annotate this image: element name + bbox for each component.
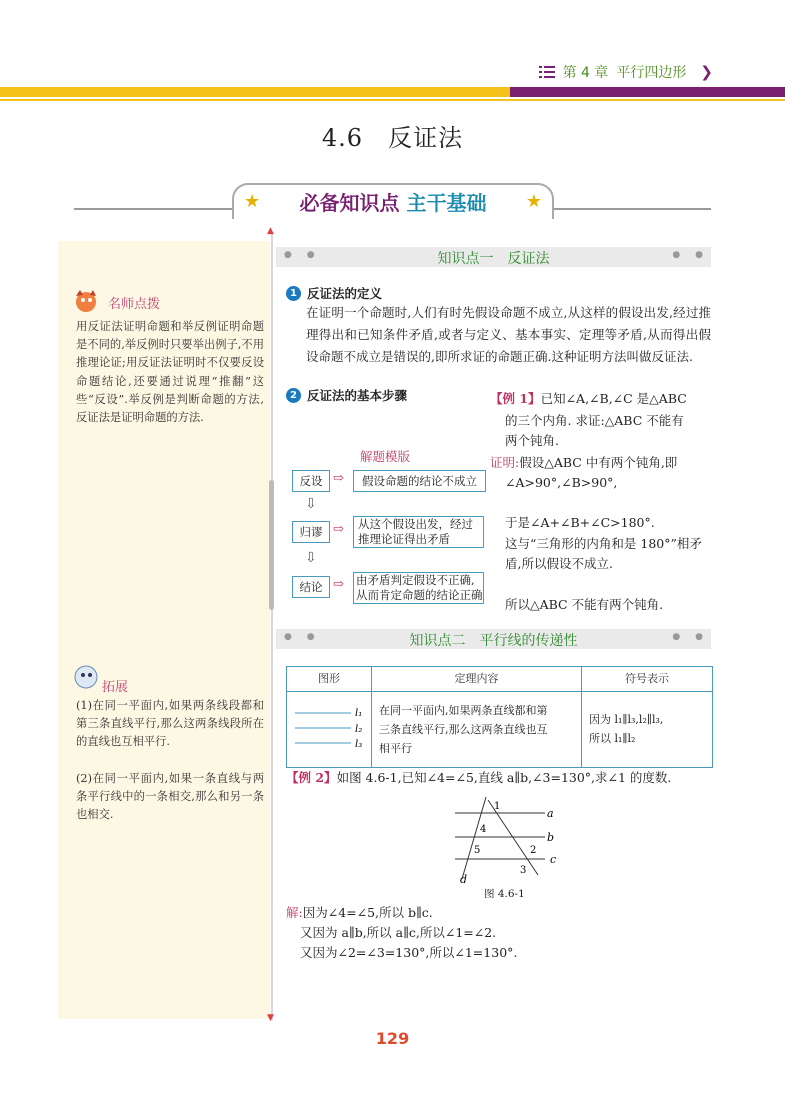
flow-step-1-label: 反设: [292, 470, 330, 492]
proof-line-3: 于是∠A+∠B+∠C>180°.: [505, 515, 655, 530]
angle-3: 3: [520, 865, 527, 876]
tip-text: 用反证法证明命题和举反例证明命题是不同的,举反例时只要举出例子,不用推理论证;用反证法证明时不仅要反设命题结论,还要通过说理“推翻”这些“反设”.举反例是判断命题的方法,反证法是证明命题的方法.: [76, 320, 264, 425]
extension-item-2: (2)在同一平面内,如果一条直线与两条平行线中的一条相交,那么和另一条也相交.: [76, 772, 264, 822]
banner-line-left: [74, 208, 234, 210]
arrow-right-icon: ⇨: [333, 471, 344, 486]
number-badge: 2: [286, 388, 301, 403]
definition-heading: [286, 284, 382, 302]
steps-heading: [286, 386, 407, 404]
symbol-line-2: 所以 l₁∥l₂: [589, 732, 636, 745]
banner-text-2: 主干基础: [406, 191, 487, 215]
extension-item-1: (1)在同一平面内,如果两条线段都和第三条直线平行,那么这两条线段所在的直线也互相平行.: [76, 699, 264, 749]
kp1-title-bar: ● ● 知识点一 反证法 ● ●: [276, 247, 711, 267]
flow-step-3-text: [353, 572, 484, 604]
header-bar-yellow: [0, 87, 510, 97]
star-icon: ★: [525, 191, 542, 212]
label-c: c: [550, 853, 557, 866]
proof-line-1: [490, 453, 677, 474]
banner-line-right: [548, 208, 711, 210]
table-divider: [581, 667, 582, 767]
example-1-text-1: 已知∠A,∠B,∠C 是△ABC: [540, 391, 687, 406]
label-b: b: [547, 831, 555, 844]
extension-title: 拓展: [102, 680, 129, 695]
table-header-symbol: 符号表示: [582, 667, 712, 692]
proof-line-5: 盾,所以假设不成立.: [505, 556, 613, 571]
line-label-l2: l₂: [355, 724, 363, 735]
label-a: a: [547, 807, 554, 820]
steps-heading-text: 反证法的基本步骤: [307, 388, 408, 403]
teacher-icon: [72, 288, 108, 314]
star-icon: ★: [244, 191, 261, 212]
example-1-line-1: [490, 389, 687, 410]
flow-step-2-text: [353, 516, 484, 548]
example-1-line-2: 的三个内角. 求证:△ABC 不能有: [505, 413, 684, 428]
arrow-right-icon: ⇨: [333, 577, 344, 592]
flow-step-2-line-1: 从这个假设出发，经过: [358, 517, 473, 531]
solution-text-1: 因为∠4=∠5,所以 b∥c.: [302, 905, 433, 920]
arrow-down-icon: ⇩: [305, 550, 317, 566]
header-bar-purple: [510, 87, 785, 97]
kp2-title-bar: ● ● 知识点二 平行线的传递性 ● ●: [276, 629, 711, 649]
flow-step-1-text: [353, 470, 486, 492]
proof-text-1: 假设△ABC 中有两个钝角,即: [519, 455, 678, 470]
angle-1: 1: [494, 801, 501, 812]
arrow-right-icon: ⇨: [333, 522, 344, 537]
page-number: 129: [375, 1029, 410, 1048]
example-1-label: 【例 1】: [490, 391, 541, 406]
theorem-table: [286, 666, 713, 768]
header-underline: [0, 99, 785, 101]
example-2-label: 【例 2】: [286, 770, 337, 785]
label-d: d: [460, 873, 468, 885]
scrollbar-thumb[interactable]: [269, 480, 274, 610]
table-header-content: 定理内容: [372, 667, 581, 692]
kp1-title: 知识点一 反证法: [437, 251, 550, 267]
proof-line-2: ∠A>90°,∠B>90°,: [505, 475, 618, 490]
section-banner: [232, 183, 554, 219]
chapter-title: 平行四边形: [616, 65, 687, 81]
flow-step-3-label: 结论: [292, 576, 330, 598]
flow-step-3-line-2: 从而肯定命题的结论正确: [356, 588, 483, 602]
theorem-line-3: 相平行: [379, 742, 412, 755]
table-divider: [371, 667, 372, 767]
theorem-content: [379, 701, 579, 758]
chapter-nav[interactable]: [539, 62, 713, 82]
kp2-title: 知识点二 平行线的传递性: [409, 633, 578, 649]
flow-title: 解题模版: [360, 449, 411, 464]
angle-2: 2: [530, 845, 537, 856]
list-icon: [539, 66, 555, 78]
example-2-text: 如图 4.6-1,已知∠4=∠5,直线 a∥b,∠3=130°,求∠1 的度数.: [336, 770, 672, 785]
banner-text-1: 必备知识点: [299, 191, 400, 215]
number-badge: 1: [286, 286, 301, 301]
proof-line-4: 这与“三角形的内角和是 180°”相矛: [505, 536, 702, 551]
scroll-up-icon[interactable]: ▲: [267, 226, 274, 236]
angle-4: 4: [480, 824, 487, 835]
solution-line-2: 又因为 a∥b,所以 a∥c,所以∠1=∠2.: [300, 925, 497, 940]
solution-line-3: 又因为∠2=∠3=130°,所以∠1=130°.: [300, 945, 518, 960]
figure-caption: 图 4.6-1: [484, 888, 525, 900]
solution-line-1: [286, 903, 433, 924]
proof-label: 证明:: [490, 455, 520, 470]
definition-heading-text: 反证法的定义: [307, 286, 383, 301]
section-title: 4.6 反证法: [321, 124, 464, 152]
tip-title: 名师点拨: [108, 297, 161, 312]
arrow-down-icon: ⇩: [305, 496, 317, 512]
theorem-line-1: 在同一平面内,如果两条直线都和第: [379, 704, 548, 717]
flow-step-2-label: 归谬: [292, 521, 330, 543]
example-1-line-3: 两个钝角.: [505, 433, 559, 448]
definition-text: 在证明一个命题时,人们有时先假设命题不成立,从这样的假设出发,经过推理得出和已知条件矛盾,或者与定义、基本事实、定理等矛盾,从而得出假设命题不成立是错误的,即所求证的命题正确.这种证明方法叫做反证法.: [306, 305, 711, 364]
line-label-l3: l₃: [355, 739, 363, 750]
chevron-right-icon[interactable]: ❯: [700, 63, 713, 81]
column-divider: [271, 232, 273, 1020]
symbol-line-1: 因为 l₁∥l₃,l₂∥l₃,: [589, 713, 664, 726]
geometry-figure: [450, 795, 570, 885]
angle-5: 5: [474, 845, 481, 856]
example-2-question: [286, 768, 671, 789]
parallel-lines-figure: [293, 703, 369, 751]
solution-label: 解:: [286, 905, 303, 920]
theorem-line-2: 三条直线平行,那么这两条直线也互: [379, 723, 548, 736]
flow-step-2-line-2: 推理论证得出矛盾: [358, 532, 450, 546]
scroll-down-icon[interactable]: ▼: [267, 1013, 274, 1023]
chapter-number: 第 4 章: [562, 65, 609, 81]
flow-step-1-line: 假设命题的结论不成立: [362, 474, 477, 488]
table-header-figure: 图形: [287, 667, 371, 692]
proof-line-6: 所以△ABC 不能有两个钝角.: [505, 597, 664, 612]
line-label-l1: l₁: [355, 708, 363, 719]
extend-icon: [72, 664, 102, 690]
flow-step-3-line-1: 由矛盾判定假设不正确,: [356, 573, 475, 587]
symbol-content: [589, 710, 713, 748]
